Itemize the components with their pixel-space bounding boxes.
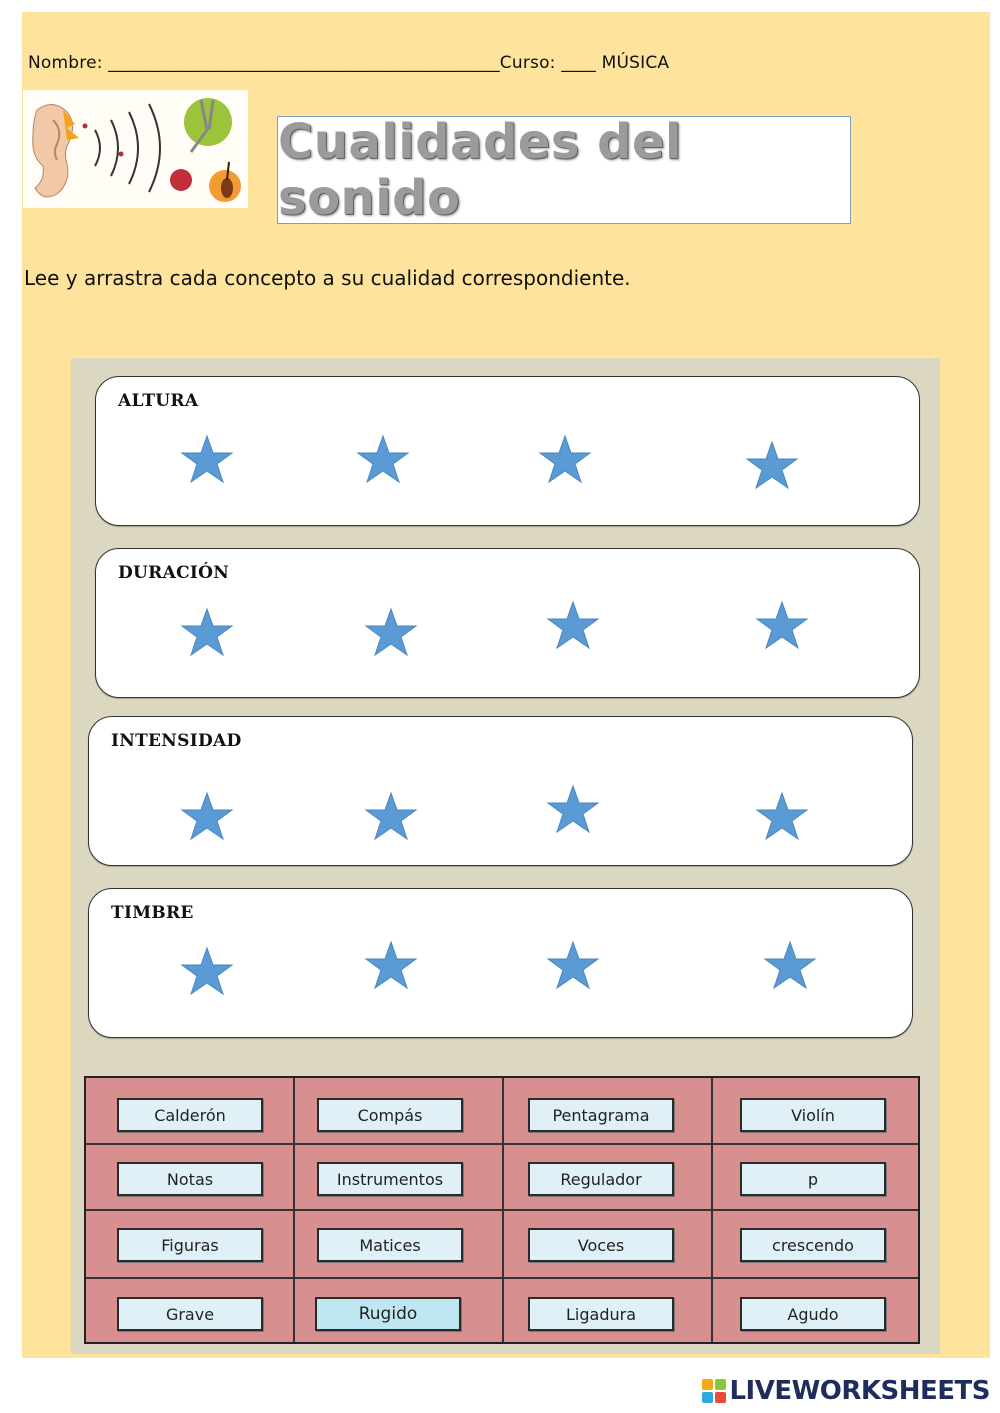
- category-label: INTENSIDAD: [111, 731, 242, 751]
- drop-target-star-icon[interactable]: [538, 434, 592, 484]
- word-chip[interactable]: crescendo: [740, 1228, 886, 1262]
- grid-divider: [86, 1143, 918, 1145]
- word-chip[interactable]: Figuras: [117, 1228, 263, 1262]
- title-box: [277, 116, 851, 224]
- drop-target-star-icon[interactable]: [180, 434, 234, 484]
- drop-target-star-icon[interactable]: [364, 940, 418, 990]
- word-chip[interactable]: Agudo: [740, 1297, 886, 1331]
- drop-target-star-icon[interactable]: [745, 440, 799, 490]
- word-chip[interactable]: Grave: [117, 1297, 263, 1331]
- drop-target-star-icon[interactable]: [546, 940, 600, 990]
- page-title: Cualidades del sonido: [278, 114, 683, 226]
- word-chip[interactable]: Pentagrama: [528, 1098, 674, 1132]
- word-chip[interactable]: Ligadura: [528, 1297, 674, 1331]
- drop-target-star-icon[interactable]: [180, 946, 234, 996]
- drop-target-star-icon[interactable]: [763, 940, 817, 990]
- drop-target-star-icon[interactable]: [546, 784, 600, 834]
- word-chip[interactable]: Calderón: [117, 1098, 263, 1132]
- word-chip[interactable]: Rugido: [315, 1297, 461, 1331]
- word-chip[interactable]: Compás: [317, 1098, 463, 1132]
- brand-name: LIVEWORKSHEETS: [729, 1376, 990, 1406]
- grid-divider: [86, 1209, 918, 1211]
- word-chip[interactable]: Matices: [317, 1228, 463, 1262]
- name-course-line: Nombre: _____________________________________________Curso: ____ MÚSICA: [28, 53, 670, 73]
- word-chip[interactable]: Voces: [528, 1228, 674, 1262]
- liveworksheets-logo: [702, 1376, 990, 1406]
- drop-target-star-icon[interactable]: [546, 600, 600, 650]
- drop-target-star-icon[interactable]: [180, 791, 234, 841]
- word-chip[interactable]: Regulador: [528, 1162, 674, 1196]
- category-label: TIMBRE: [111, 903, 194, 923]
- instructions-text: Lee y arrastra cada concepto a su cualidad correspondiente.: [24, 266, 631, 290]
- sound-illustration: [23, 90, 248, 208]
- category-label: ALTURA: [118, 391, 199, 411]
- drop-target-star-icon[interactable]: [356, 434, 410, 484]
- word-chip[interactable]: p: [740, 1162, 886, 1196]
- drop-target-star-icon[interactable]: [755, 600, 809, 650]
- word-chip[interactable]: Notas: [117, 1162, 263, 1196]
- word-chip[interactable]: Instrumentos: [317, 1162, 463, 1196]
- drop-target-star-icon[interactable]: [755, 791, 809, 841]
- drop-target-star-icon[interactable]: [364, 791, 418, 841]
- drop-target-star-icon[interactable]: [180, 607, 234, 657]
- drop-target-star-icon[interactable]: [364, 607, 418, 657]
- liveworksheets-icon: [702, 1379, 726, 1403]
- word-chip[interactable]: Violín: [740, 1098, 886, 1132]
- category-label: DURACIÓN: [118, 563, 230, 583]
- grid-divider: [86, 1277, 918, 1279]
